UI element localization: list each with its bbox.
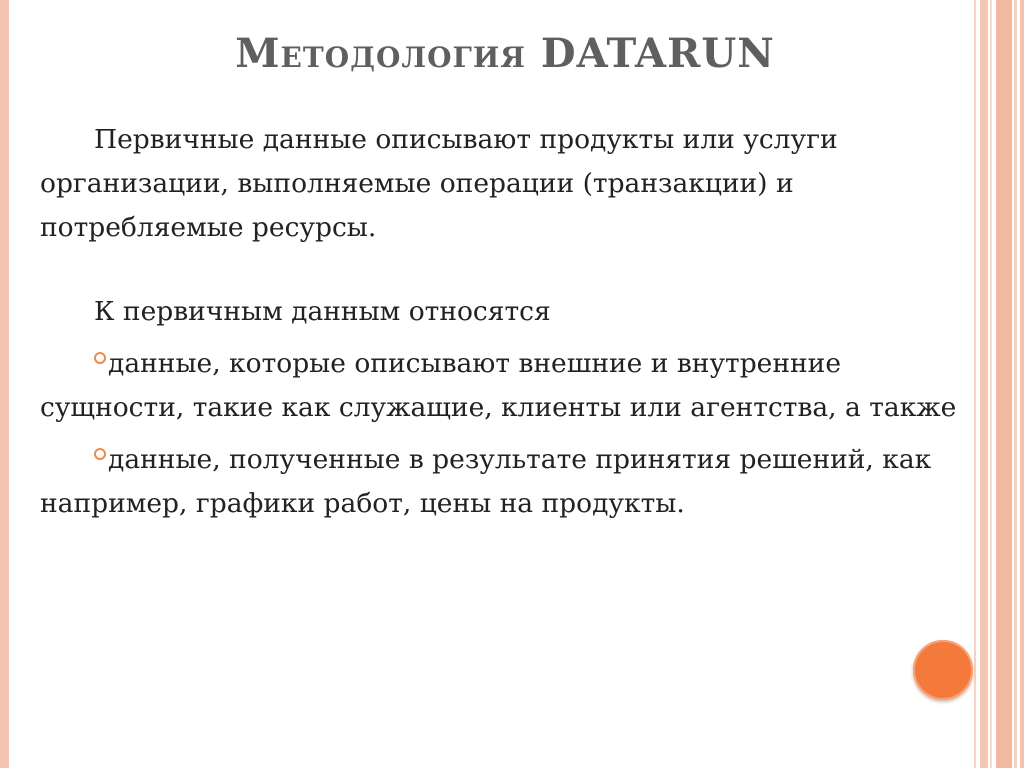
stripe xyxy=(1020,0,1024,768)
ring-bullet-icon xyxy=(94,352,106,364)
slide-title: Методология DATARUN xyxy=(235,30,775,77)
slide-body xyxy=(40,118,970,526)
decorative-circle xyxy=(913,640,973,700)
bullet-text: данные, полученные в результате принятия решений, как например, графики работ, цены на продукты. xyxy=(40,444,932,519)
ring-bullet-icon xyxy=(94,448,106,460)
bullet-item xyxy=(40,438,970,526)
left-decorative-stripe xyxy=(0,0,9,768)
stripe xyxy=(980,0,988,768)
bullet-item xyxy=(40,342,970,430)
stripe xyxy=(974,0,976,768)
bullet-text: данные, которые описывают внешние и внутренние сущности, такие как служащие, клиенты или агентства, а также xyxy=(40,348,957,423)
right-decorative-stripes xyxy=(974,0,1024,768)
stripe xyxy=(990,0,992,768)
stripe xyxy=(996,0,1012,768)
list-heading: К первичным данным относятся xyxy=(94,296,551,327)
intro-paragraph: Первичные данные описывают продукты или услуги организации, выполняемые операции (транзакции) и потребляемые ресурсы. xyxy=(40,124,838,243)
stripe xyxy=(1014,0,1017,768)
